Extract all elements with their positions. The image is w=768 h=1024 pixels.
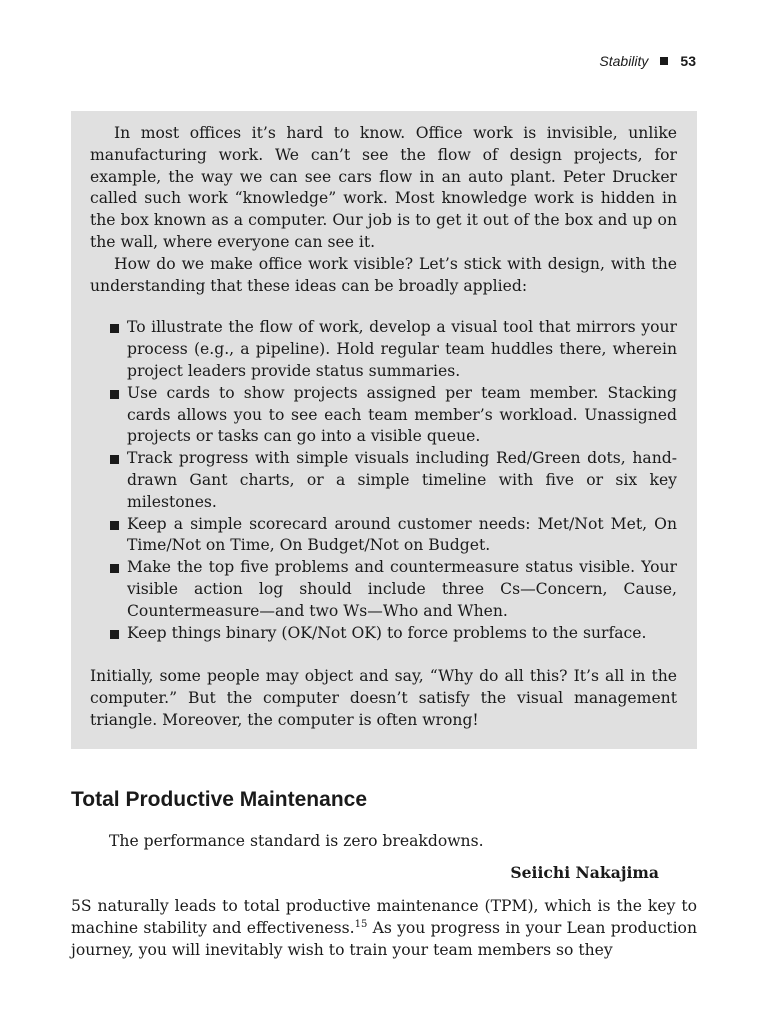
list-item-text: Track progress with simple visuals including Red/Green dots, hand-drawn Gant charts, or a simple timeline with five or six key milestones. (127, 449, 677, 511)
sidebar-paragraph-2: How do we make office work visible? Let’s stick with design, with the understanding that these ideas can be broadly applied: (90, 254, 677, 295)
list-item (108, 383, 677, 448)
square-bullet-icon (110, 324, 119, 333)
section-heading: Total Productive Maintenance (71, 788, 367, 811)
square-bullet-icon (110, 390, 119, 399)
page-number: 53 (680, 53, 696, 69)
bullet-list (108, 317, 677, 644)
list-item-text: To illustrate the flow of work, develop a visual tool that mirrors your process (e.g., a pipeline). Hold regular team huddles there, wherein project leaders provide status summaries. (127, 318, 677, 380)
list-item-text: Make the top five problems and countermeasure status visible. Your visible action log should include three Cs—Concern, Cause, Countermeasure—and two Ws—Who and When. (127, 558, 677, 620)
list-item (108, 514, 677, 558)
square-bullet-icon (110, 521, 119, 530)
epigraph-attribution: Seiichi Nakajima (510, 863, 659, 882)
body-text-continued: As you progress in your Lean production journey, you will inevitably wish to train your team members so they (71, 919, 697, 959)
footnote-reference[interactable]: 15 (354, 918, 368, 930)
body-paragraph (71, 895, 697, 961)
list-item (108, 623, 677, 645)
square-bullet-icon (110, 630, 119, 639)
running-head (599, 53, 696, 69)
list-item (108, 317, 677, 382)
list-item (108, 557, 677, 622)
running-title: Stability (599, 53, 649, 69)
list-item-text: Keep things binary (OK/Not OK) to force problems to the surface. (127, 623, 647, 642)
sidebar-box (71, 111, 697, 749)
sidebar-paragraph-1: In most offices it’s hard to know. Office work is invisible, unlike manufacturing work. We can’t see the flow of design projects, for example, the way we can see cars flow in an auto plant. Peter Drucker called such work “knowledge” work. Most knowledge work is hidden in the box known as a computer. Our job is to get it out of the box and up on the wall, where everyone can see it. (90, 124, 677, 251)
list-item-text: Use cards to show projects assigned per team member. Stacking cards allows you to see each team member’s workload. Unassigned projects or tasks can go into a visible queue. (127, 383, 677, 446)
list-item-text: Keep a simple scorecard around customer needs: Met/Not Met, On Time/Not on Time, On Budget/Not on Budget. (127, 514, 677, 555)
sidebar-paragraph-3: Initially, some people may object and say, “Why do all this? It’s all in the computer.” But the computer doesn’t satisfy the visual management triangle. Moreover, the computer is often wrong! (90, 667, 677, 729)
square-bullet-icon (110, 564, 119, 573)
body-text-start: 5S naturally leads to total productive maintenance (TPM), which is the key to machine stability and effectiveness. (71, 897, 697, 937)
square-bullet-icon (110, 455, 119, 464)
square-separator-icon (660, 57, 668, 65)
list-item (108, 448, 677, 513)
epigraph-quote: The performance standard is zero breakdowns. (109, 832, 484, 850)
